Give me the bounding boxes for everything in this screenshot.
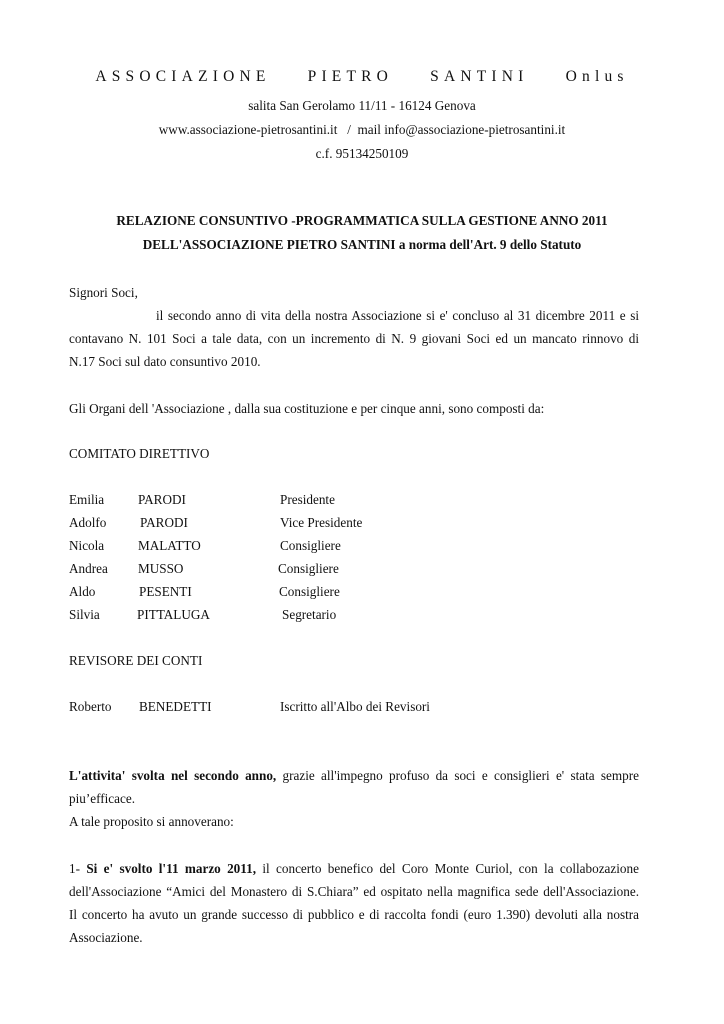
auditor-role: Iscritto all'Albo dei Revisori [280, 699, 430, 714]
activity-line2: piu’efficace. [69, 791, 136, 806]
member-last-name: MUSSO [138, 561, 184, 576]
activity-line3: A tale proposito si annoverano: [69, 814, 234, 829]
committee-heading: COMITATO DIRETTIVO [69, 446, 210, 461]
member-role: Presidente [280, 492, 335, 507]
activity-line1 [69, 768, 639, 784]
item1-line2: dell'Associazione “Amici del Monastero di S.Chiara” ed ospitato nella magnifica sede dell'Associazione. [69, 884, 639, 899]
intro-line2: contavano N. 101 Soci a tale data, con un incremento di N. 9 giovani Soci ed un mancato rinnovo di [69, 331, 639, 346]
intro-line3: N.17 Soci sul dato consuntivo 2010. [69, 354, 261, 369]
member-last-name: PARODI [140, 515, 188, 530]
item1-line1-text: il concerto benefico del Coro Monte Curiol, con la collabozazione [256, 861, 639, 876]
member-role: Consigliere [278, 561, 339, 576]
report-title-line1: RELAZIONE CONSUNTIVO -PROGRAMMATICA SULLA GESTIONE ANNO 2011 [116, 213, 608, 228]
organization-contacts: www.associazione-pietrosantini.it / mail info@associazione-pietrosantini.it [158, 122, 566, 137]
organization-address: salita San Gerolamo 11/11 - 16124 Genova [248, 98, 476, 113]
activity-line1-text: grazie all'impegno profuso da soci e consiglieri e' stata sempre [276, 768, 639, 783]
auditor-last-name: BENEDETTI [139, 699, 212, 714]
item1-line1 [69, 861, 639, 877]
member-first-name: Nicola [69, 538, 105, 553]
member-last-name: PESENTI [139, 584, 192, 599]
member-role: Segretario [282, 607, 337, 622]
item1-line3: Il concerto ha avuto un grande successo di pubblico e di raccolta fondi (euro 1.390) devoluti alla nostra [69, 907, 639, 922]
member-first-name: Aldo [69, 584, 96, 599]
organs-intro: Gli Organi dell 'Associazione , dalla sua costituzione e per cinque anni, sono composti da: [69, 401, 545, 416]
item1-line4: Associazione. [69, 930, 143, 945]
item1-number: 1- [69, 861, 87, 876]
salutation: Signori Soci, [69, 285, 138, 300]
item1-date: Si e' svolto l'11 marzo 2011, [86, 861, 257, 876]
member-last-name: MALATTO [138, 538, 201, 553]
report-title-line2: DELL'ASSOCIAZIONE PIETRO SANTINI a norma dell'Art. 9 dello Statuto [142, 237, 582, 252]
member-first-name: Andrea [69, 561, 108, 576]
member-first-name: Adolfo [69, 515, 107, 530]
member-first-name: Emilia [69, 492, 105, 507]
member-first-name: Silvia [69, 607, 100, 622]
member-role: Consigliere [280, 538, 341, 553]
organization-title: ASSOCIAZIONE PIETRO SANTINI Onlus [95, 68, 629, 85]
auditor-heading: REVISORE DEI CONTI [69, 653, 203, 668]
intro-line1: il secondo anno di vita della nostra Associazione si e' concluso al 31 dicembre 2011 e si [156, 308, 639, 323]
activity-lead: L'attivita' svolta nel secondo anno, [69, 768, 277, 783]
member-role: Vice Presidente [280, 515, 363, 530]
auditor-first-name: Roberto [69, 699, 112, 714]
member-role: Consigliere [279, 584, 340, 599]
organization-tax-code: c.f. 95134250109 [315, 146, 409, 161]
member-last-name: PITTALUGA [137, 607, 210, 622]
member-last-name: PARODI [138, 492, 186, 507]
